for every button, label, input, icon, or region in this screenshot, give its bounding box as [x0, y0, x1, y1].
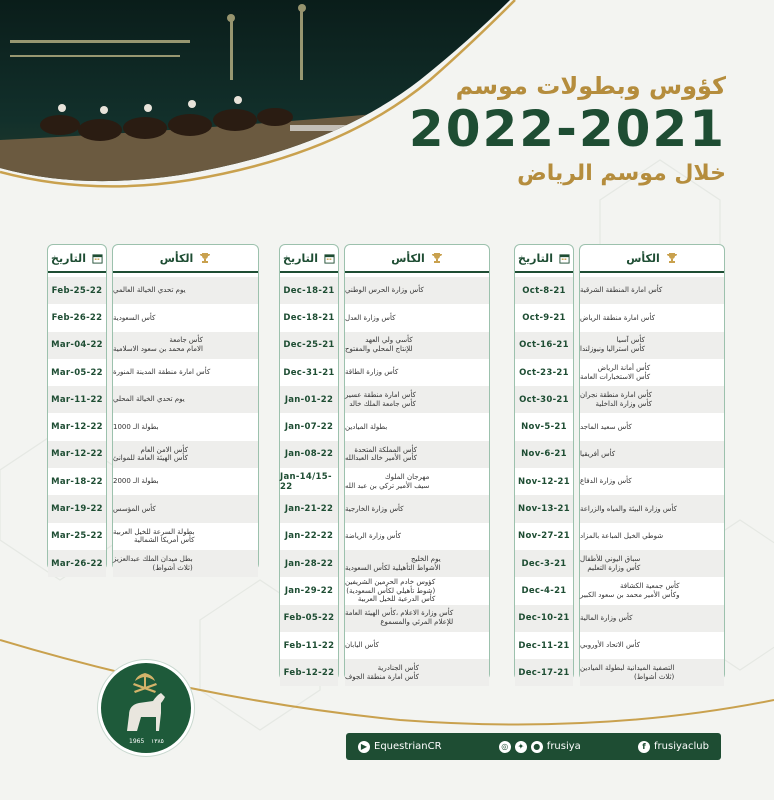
race-date: Dec-3-21 — [515, 550, 573, 577]
logo-year-left: 1965 — [129, 738, 145, 745]
race-date: Dec-25-21 — [280, 332, 338, 359]
race-date: Nov-12-21 — [518, 476, 570, 487]
cup-name: كأس وزارة الدفاع — [580, 477, 632, 486]
date-rows-col1 — [515, 273, 573, 690]
date-rows-col3 — [48, 273, 106, 581]
cup-name: شوطي الخيل المباعة بالمزاد — [580, 531, 664, 540]
social-handle: frusiya — [546, 741, 581, 752]
race-date: Mar-26-22 — [48, 550, 106, 577]
cup-name: بطل ميدان الملك عبدالعزيز (ثلاث أشواط) — [113, 550, 258, 577]
race-date: Mar-04-22 — [48, 332, 106, 359]
cup-name: كأس اليابان — [345, 641, 379, 650]
cup-name: كأس وزارة المالية — [580, 605, 724, 632]
social-footer — [346, 733, 721, 760]
race-date: Oct-30-21 — [515, 386, 573, 413]
date-rows-col2 — [280, 273, 338, 690]
multi-social-link[interactable] — [499, 741, 581, 753]
cup-name: يوم تحدي الخيالة المحلي — [113, 386, 258, 413]
cup-name: كأس وزارة الطاقة — [345, 368, 399, 377]
instagram-icon: ◎ — [499, 741, 511, 753]
race-date: Nov-13-21 — [515, 495, 573, 522]
cup-name: كأس السعودية — [113, 313, 156, 322]
race-date: Feb-11-22 — [283, 640, 335, 651]
race-date: Dec-18-21 — [280, 277, 338, 304]
race-date: Nov-5-21 — [521, 422, 567, 433]
race-date: Dec-18-21 — [283, 312, 335, 323]
cups-panel-col2 — [344, 244, 490, 680]
cup-name: كأس وزارة العدل — [345, 313, 396, 322]
race-date: Oct-8-21 — [515, 277, 573, 304]
cup-name: كأس امارة المنطقة الشرقية — [580, 277, 724, 304]
date-header-label: التاريخ — [283, 251, 318, 265]
cups-panel-col1 — [579, 244, 725, 680]
race-date: Jan-29-22 — [284, 585, 334, 596]
cup-name: كأس امارة منطقة المدينة المنورة — [113, 368, 211, 377]
cup-name: كأس امارة منطقة عسير كأس جامعة الملك خالد — [345, 386, 489, 413]
cup-name: كأس وزارة الخارجية — [345, 495, 489, 522]
cup-header-label: الكأس — [626, 251, 660, 265]
twitter-icon: ✦ — [515, 741, 527, 753]
logo-year-right: ١٣٨٥ — [151, 738, 164, 745]
race-date: Nov-27-21 — [518, 531, 570, 542]
cup-name: كأس وزارة الحرس الوطني — [345, 277, 489, 304]
race-date: Jan-21-22 — [280, 495, 338, 522]
race-date: Jan-14/15-22 — [280, 471, 332, 492]
cup-name: بطولة الـ 2000 — [113, 477, 159, 486]
cup-name: كأس سعيد الماجد — [580, 422, 632, 431]
race-date: Oct-16-21 — [515, 332, 573, 359]
race-date: Mar-19-22 — [48, 495, 106, 522]
cup-header-label: الكأس — [159, 251, 194, 265]
horse-emblem-icon — [101, 663, 191, 753]
cup-name: كأس الاتحاد الأوروبي — [580, 641, 640, 650]
cup-header-label: الكأس — [391, 251, 425, 265]
race-date: Dec-17-21 — [515, 659, 573, 686]
race-date: Jan-01-22 — [280, 386, 338, 413]
title-year: 2022-2021 — [408, 100, 726, 158]
cup-name: كأس وزارة البيئة والمياه والزراعة — [580, 495, 724, 522]
cup-name: مهرجان الملوك سيف الأمير تركي بن عبد الله — [345, 472, 430, 490]
snapchat-icon: ● — [531, 741, 543, 753]
cup-name: كأس المؤسس — [113, 495, 258, 522]
cup-rows-col1 — [580, 273, 724, 690]
cup-name: كأس الامن العام كأس الهيئة العامة للموانئ — [113, 441, 258, 468]
cup-name: كأس امارة منطقة نجران كأس وزارة الداخلية — [580, 386, 724, 413]
cup-name: كؤوس خادم الحرمين الشريفين (شوط تأهيلي لكأس السعودية) كأس الدرعية للخيل العربية — [345, 577, 436, 604]
race-date: Mar-05-22 — [51, 367, 103, 378]
cups-panel-col3 — [112, 244, 259, 570]
cup-name: كأس وزارة الرياضة — [345, 531, 401, 540]
cup-name: كأس امارة منطقة الرياض — [580, 313, 655, 322]
cup-name: كأس جمعية الكشافة وكأس الأمير محمد بن سعود الكبير — [580, 582, 680, 599]
cup-name: يوم الخليج الأشواط التأهيلية لكأس السعودية — [345, 550, 489, 577]
facebook-handle: frusiyaclub — [654, 741, 709, 752]
race-date: Mar-12-22 — [51, 422, 103, 433]
race-date: Dec-11-21 — [518, 640, 570, 651]
title-line3: خلال موسم الرياض — [517, 161, 726, 186]
youtube-link[interactable] — [358, 741, 442, 753]
equestrian-club-logo — [98, 660, 194, 756]
cup-name: كأسي ولي العهد للإنتاج المحلي والمفتوح — [345, 332, 489, 359]
cup-name: كأس آسيا كأس استراليا ونيوزلندا — [580, 332, 724, 359]
cup-name: كأس جامعة الامام محمد بن سعود الاسلامية — [113, 332, 258, 359]
cup-name: كأس أمانة الرياض كأس الاستخبارات العامة — [580, 363, 651, 381]
date-header-label: التاريخ — [51, 251, 86, 265]
race-date: Feb-05-22 — [280, 605, 338, 632]
cup-rows-col3 — [113, 273, 258, 581]
cup-name: كأس وزارة الاعلام ،كأس الهيئة العامة للإعلام المرئي والمسموع — [345, 605, 489, 632]
race-date: Mar-11-22 — [48, 386, 106, 413]
cup-name: كأس المملكة المتحدة كأس الأمير خالد العبدالله — [345, 441, 489, 468]
youtube-icon: ▶ — [358, 741, 370, 753]
dates-panel-col2 — [279, 244, 339, 680]
race-date: Feb-12-22 — [280, 659, 338, 686]
facebook-icon: f — [638, 741, 650, 753]
race-date: Jan-28-22 — [280, 550, 338, 577]
dates-panel-col1 — [514, 244, 574, 680]
cup-name: يوم تحدي الخيالة العالمي — [113, 277, 258, 304]
race-date: Mar-25-22 — [51, 531, 103, 542]
race-date: Nov-6-21 — [515, 441, 573, 468]
race-date: Mar-12-22 — [48, 441, 106, 468]
race-date: Feb-25-22 — [48, 277, 106, 304]
cup-name: بطولة السرعة للخيل العربية كأس أمريكا الشمالية — [113, 527, 195, 545]
race-date: Dec-4-21 — [521, 585, 567, 596]
youtube-handle: EquestrianCR — [374, 741, 442, 752]
cup-name: سباق اليوني للأطفال كأس وزارة التعليم — [580, 550, 724, 577]
race-date: Oct-23-21 — [519, 367, 569, 378]
cup-name: كأس الجنادرية كأس امارة منطقة الجوف — [345, 659, 489, 686]
cup-rows-col2 — [345, 273, 489, 690]
race-date: Oct-9-21 — [522, 312, 566, 323]
dates-panel-col3 — [47, 244, 107, 570]
cup-name: بطولة الميادين — [345, 422, 388, 431]
cup-name: بطولة الـ 1000 — [113, 422, 159, 431]
race-date: Dec-31-21 — [283, 367, 335, 378]
race-date: Mar-18-22 — [51, 476, 103, 487]
date-header-label: التاريخ — [518, 251, 553, 265]
cup-name: التصفية الميدانية لبطولة الميادين (ثلاث أشواط) — [580, 659, 724, 686]
facebook-link[interactable] — [638, 741, 709, 753]
race-date: Jan-07-22 — [284, 422, 334, 433]
race-date: Jan-08-22 — [280, 441, 338, 468]
title-block — [396, 72, 726, 186]
race-date: Feb-26-22 — [51, 312, 103, 323]
title-line1: كؤوس وبطولات موسم — [455, 72, 726, 100]
race-date: Jan-22-22 — [284, 531, 334, 542]
race-date: Dec-10-21 — [515, 605, 573, 632]
cup-name: كأس أفريقيا — [580, 441, 724, 468]
